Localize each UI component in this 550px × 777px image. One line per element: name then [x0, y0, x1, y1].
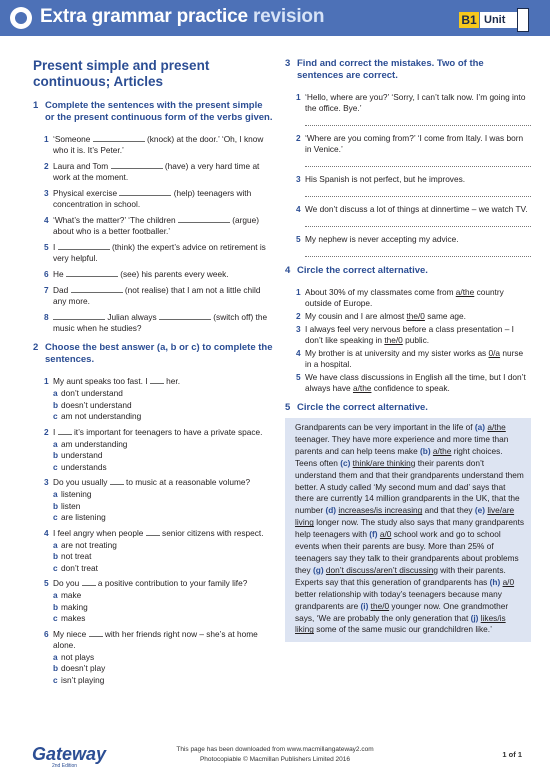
item-text: a positive contribution to your family life?	[97, 578, 248, 588]
exercise-4-instruction: 4 Circle the correct alternative.	[285, 265, 428, 276]
option-text: are listening	[61, 512, 106, 522]
option-text: doesn’t understand	[61, 399, 132, 410]
item-number: 7	[44, 285, 49, 295]
option-letter: c	[53, 461, 58, 472]
alternative-choice: the/0	[370, 600, 390, 611]
item-text: (argue) about who is a better footballer.’	[53, 215, 260, 236]
answer-blank	[82, 578, 96, 586]
option-text: make	[61, 590, 82, 600]
alternative-choice: likes/is liking	[295, 612, 506, 635]
answer-blank	[58, 242, 110, 250]
list-item	[285, 133, 531, 155]
passage-text: right choices. Teens often	[295, 445, 503, 468]
item-number: 4	[44, 527, 49, 538]
exercise-3-list	[285, 92, 531, 257]
answer-line	[305, 157, 531, 167]
alternative-choice: the/0	[406, 311, 425, 321]
item-number: 3	[44, 477, 49, 487]
answer-blank	[89, 629, 103, 637]
item-text: I always feel very nervous before a class presentation – I don’t like speaking in	[305, 324, 514, 345]
alternative-choice: the/0	[384, 335, 403, 345]
alternative-choice: a/the	[487, 422, 506, 432]
page-footer	[0, 736, 550, 777]
alternative-choice: a/the	[352, 383, 372, 393]
option-text: isn’t playing	[61, 674, 105, 685]
option-text: listening	[61, 489, 92, 499]
option-letter: c	[53, 562, 58, 573]
answer-option	[33, 602, 273, 614]
answer-blank	[110, 477, 124, 485]
item-text: (not realise) that I am not a little child any more.	[53, 285, 261, 306]
item-text: My aunt speaks too fast. I	[53, 376, 148, 386]
answer-option	[33, 501, 273, 513]
gap-label: (h)	[489, 576, 501, 587]
list-item	[33, 215, 273, 237]
list-item	[33, 285, 273, 307]
option-text: listen	[61, 500, 81, 511]
gateway-logo-icon	[10, 7, 32, 29]
option-letter: c	[53, 411, 58, 421]
item-text: I feel angry when people	[53, 527, 144, 538]
gateway-brand: Gateway	[32, 744, 107, 764]
answer-blank	[53, 312, 105, 320]
item-number: 2	[44, 161, 49, 171]
option-text: understand	[61, 450, 103, 460]
item-text: My cousin and I are almost	[305, 311, 407, 321]
answer-line	[305, 116, 531, 126]
list-item	[33, 269, 273, 280]
item-number: 2	[44, 426, 49, 437]
answer-blank	[150, 376, 164, 384]
list-item	[285, 324, 531, 346]
item-text: We don’t discuss a lot of things at dinnertime – we watch TV.	[305, 204, 528, 214]
option-letter: a	[53, 590, 58, 600]
item-text: Dad	[53, 285, 69, 295]
item-number: 5	[296, 234, 301, 244]
answer-option	[33, 563, 273, 575]
item-text: (help) teenagers with concentration in school.	[53, 188, 252, 209]
right-column	[285, 58, 531, 642]
item-number: 4	[44, 215, 49, 225]
list-item	[33, 134, 273, 156]
answer-option	[33, 489, 273, 501]
edition-label: 2nd Edition	[52, 763, 78, 769]
alternative-choice: live/are living	[295, 505, 515, 528]
list-item	[285, 92, 531, 114]
item-text: We have class discussions in English all the time, but I don’t always have	[305, 372, 526, 393]
item-text: My niece	[53, 628, 87, 639]
option-letter: a	[53, 651, 58, 662]
answer-option	[33, 590, 273, 602]
item-text: I	[53, 426, 56, 437]
gap-label: (j)	[470, 612, 479, 623]
option-letter: c	[53, 613, 58, 623]
item-number: 6	[44, 269, 49, 279]
answer-option	[33, 388, 273, 400]
answer-line	[305, 247, 531, 257]
passage-text: Grandparents can be very important in the life of	[295, 422, 475, 432]
item-number: 2	[296, 133, 301, 143]
answer-blank	[111, 161, 163, 169]
alternative-choice: a/the	[432, 445, 452, 456]
item-text: ‘Where are you coming from?’ ‘I come from Italy. I was born in Venice.’	[305, 133, 524, 154]
gap-label: (a)	[474, 422, 486, 432]
list-item	[33, 427, 273, 438]
answer-option	[33, 462, 273, 474]
item-text: Do you	[53, 578, 80, 588]
item-number: 1	[296, 287, 301, 297]
passage-text: teenager. They have more experience and more time than parents and can help teens make	[295, 433, 509, 456]
item-text: Laura and Tom	[53, 161, 109, 171]
list-item	[285, 311, 531, 322]
item-text: with her friends right now – she’s at home alone.	[53, 628, 258, 650]
item-text: country outside of Europe.	[305, 287, 504, 308]
page-number: 1 of 1	[502, 750, 522, 759]
answer-blank	[66, 269, 118, 277]
copyright-note: Photocopiable © Macmillan Publishers Limited 2016	[199, 756, 351, 763]
item-number: 4	[296, 348, 301, 358]
list-item	[285, 234, 531, 245]
download-note: This page has been downloaded from www.macmillangateway2.com	[176, 746, 374, 753]
gap-label: (i)	[360, 600, 369, 611]
item-text: (see) his parents every week.	[120, 269, 229, 279]
item-text: (have) a very hard time at work at the moment.	[53, 161, 260, 182]
option-text: understands	[61, 461, 107, 472]
item-number: 6	[44, 628, 49, 639]
item-text: ‘Hello, where are you?’ ‘Sorry, I can’t talk now. I’m going into the office. Bye.’	[305, 92, 526, 113]
item-text: her.	[166, 376, 181, 386]
list-item	[33, 161, 273, 183]
item-number: 1	[296, 92, 301, 102]
item-text: senior citizens with respect.	[162, 527, 264, 538]
item-text: About 30% of my classmates come from	[305, 287, 456, 297]
answer-option	[33, 613, 273, 625]
answer-option	[33, 663, 273, 675]
answer-blank	[159, 312, 211, 320]
option-text: not plays	[61, 651, 95, 662]
option-text: am not understanding	[61, 411, 142, 421]
answer-blank	[93, 134, 145, 142]
list-item	[33, 629, 273, 651]
list-item	[33, 578, 273, 589]
worksheet-title: Extra grammar practice revision	[40, 6, 325, 27]
passage-text: younger now. One grandmother says, ‘We are probably the only generation that	[295, 600, 509, 623]
alternative-choice: a/the	[455, 287, 475, 297]
alternative-choice: increases/is increasing	[338, 505, 423, 516]
option-letter: b	[53, 500, 59, 511]
item-number: 2	[296, 311, 301, 321]
item-number: 5	[44, 578, 49, 588]
item-number: 8	[44, 312, 49, 322]
item-number: 5	[44, 242, 49, 252]
option-letter: a	[53, 438, 58, 449]
item-text: (switch off) the music when he studies?	[53, 312, 268, 333]
option-letter: c	[53, 674, 58, 685]
item-text: same age.	[424, 311, 466, 321]
passage-text: school work and go to school events when their parents are busy. More than 25% of teenagers say they talk to their grandparents about problems they	[295, 529, 519, 575]
answer-line	[305, 187, 531, 197]
item-text: I	[53, 242, 56, 252]
item-number: 1	[44, 134, 49, 144]
answer-option	[33, 450, 273, 462]
option-letter: b	[53, 601, 59, 612]
answer-blank	[71, 285, 123, 293]
option-text: doesn’t play	[61, 663, 106, 673]
passage-text: their parents don’t understand them and that their grandparents understand them better. A study called ‘My second mum and dad’ says that there are currently 14 million grandparents in the UK, that the number	[295, 457, 524, 516]
unit-label: Unit	[480, 12, 525, 28]
exercise-3-instruction: 3 Find and correct the mistakes. Two of the sentences are correct.	[285, 58, 484, 81]
item-text: Physical exercise	[53, 188, 118, 198]
option-letter: a	[53, 539, 58, 550]
exercise-2-list	[33, 376, 273, 690]
passage-text: longer now. The study also says that many grandparents help teenagers with	[295, 517, 525, 540]
exercise-5-instruction: 5 Circle the correct alternative.	[285, 402, 428, 413]
gap-label: (e)	[474, 505, 486, 516]
answer-blank	[178, 215, 230, 223]
option-letter: a	[53, 388, 58, 398]
alternative-choice: think/are thinking	[352, 457, 416, 468]
option-letter: b	[53, 450, 59, 460]
item-text: His Spanish is not perfect, but he improves.	[305, 174, 466, 184]
answer-line	[305, 217, 531, 227]
answer-option	[33, 551, 273, 563]
item-number: 3	[296, 324, 301, 334]
answer-option	[33, 540, 273, 552]
item-text: public.	[402, 335, 430, 345]
alternative-choice: 0/a	[488, 348, 501, 358]
item-number: 3	[296, 174, 301, 184]
answer-blank	[58, 427, 72, 435]
list-item	[33, 312, 273, 334]
list-item	[33, 477, 273, 488]
item-text: (knock) at the door.’ ‘Oh, I know who it is. It’s Peter.’	[53, 134, 264, 155]
list-item	[33, 528, 273, 539]
option-text: don’t understand	[61, 388, 123, 398]
item-text: it’s important for teenagers to have a private space.	[73, 426, 263, 437]
alternative-choice: a/0	[502, 576, 515, 587]
list-item	[285, 372, 531, 394]
item-text: He	[53, 269, 64, 279]
left-column	[33, 58, 273, 690]
item-text: ‘What’s the matter?’ ‘The children	[53, 215, 176, 225]
list-item	[285, 174, 531, 185]
item-number: 3	[44, 188, 49, 198]
answer-blank	[119, 188, 171, 196]
exercise-1-list	[33, 134, 273, 334]
item-text: nurse in a hospital.	[305, 348, 524, 369]
section-heading: Present simple and present continuous; Articles	[33, 58, 210, 89]
option-letter: c	[53, 512, 58, 522]
answer-option	[33, 400, 273, 412]
option-letter: b	[53, 663, 59, 673]
item-number: 4	[296, 204, 301, 214]
answer-option	[33, 675, 273, 687]
gap-label: (c)	[340, 457, 351, 468]
answer-blank	[146, 528, 160, 536]
exercise-2-instruction: 2 Choose the best answer (a, b or c) to complete the sentences.	[33, 342, 273, 365]
list-item	[285, 204, 531, 215]
passage-text: better relationship with today’s teenagers because many grandparents are	[295, 588, 502, 611]
option-text: makes	[61, 613, 86, 623]
exercise-5-passage	[285, 418, 531, 642]
option-text: making	[61, 601, 88, 612]
list-item	[285, 348, 531, 370]
answer-option	[33, 512, 273, 524]
item-text: ‘Someone	[53, 134, 91, 144]
unit-number-box	[517, 8, 529, 32]
gap-label: (f)	[369, 529, 378, 540]
option-text: am understanding	[61, 438, 128, 449]
item-text: My brother is at university and my sister works as	[305, 348, 489, 358]
alternative-choice: a/0	[379, 529, 392, 540]
list-item	[33, 376, 273, 387]
passage-text: with their parents. Experts say that this generation of grandparents has	[295, 564, 506, 587]
list-item	[33, 242, 273, 264]
exercise-4-list	[285, 287, 531, 394]
item-text: confidence to speak.	[371, 383, 450, 393]
list-item	[285, 287, 531, 309]
page-header	[0, 0, 550, 36]
passage-text: and that they	[422, 505, 475, 516]
option-text: don’t treat	[61, 562, 98, 573]
level-badge: B1	[459, 12, 479, 28]
alternative-choice: don’t discuss/aren’t discussing	[325, 564, 438, 575]
answer-option	[33, 439, 273, 451]
exercise-1-instruction: 1 Complete the sentences with the present simple or the present continuous form of the verbs given.	[33, 100, 273, 123]
item-text: Do you usually	[53, 477, 108, 487]
option-letter: b	[53, 399, 59, 410]
answer-option	[33, 411, 273, 423]
item-text: to music at a reasonable volume?	[126, 477, 251, 487]
gap-label: (d)	[325, 505, 337, 516]
answer-option	[33, 652, 273, 664]
gap-label: (b)	[420, 445, 431, 456]
option-letter: b	[53, 551, 59, 561]
option-text: are not treating	[61, 539, 117, 550]
item-text: (think) the expert’s advice on retirement is very helpful.	[53, 242, 266, 263]
passage-text: some of the same music our grandchildren like.’	[313, 624, 492, 635]
item-text: Julian always	[107, 312, 157, 322]
option-text: not treat	[61, 551, 92, 561]
item-number: 1	[44, 376, 49, 386]
item-number: 5	[296, 372, 301, 382]
gap-label: (g)	[313, 564, 324, 575]
list-item	[33, 188, 273, 210]
option-letter: a	[53, 489, 58, 499]
item-text: My nephew is never accepting my advice.	[305, 234, 459, 244]
